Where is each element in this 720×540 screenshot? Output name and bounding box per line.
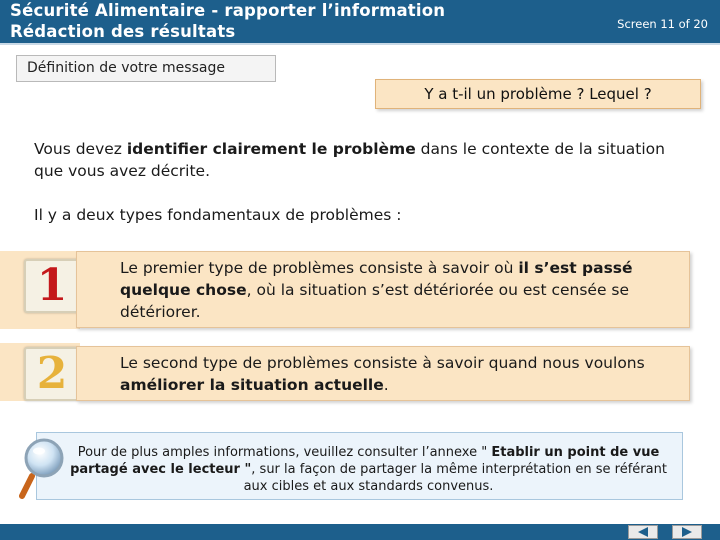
- item-1-text-before: Le premier type de problèmes consiste à savoir où: [120, 259, 519, 277]
- screen-counter: Screen 11 of 20: [617, 17, 708, 31]
- item-2-tile: [0, 343, 80, 401]
- question-box: Y a t-il un problème ? Lequel ?: [375, 79, 701, 109]
- arrow-left-icon: [637, 527, 649, 537]
- arrow-right-icon: [681, 527, 693, 537]
- prev-button[interactable]: [628, 525, 658, 539]
- info-text-before: Pour de plus amples informations, veuillez consulter l’annexe ": [77, 445, 492, 460]
- intro-paragraph: [34, 138, 694, 182]
- info-text-bold: Etablir un point de vue partagé avec le lecteur ": [70, 445, 660, 477]
- footer-bar: [0, 524, 720, 540]
- item-2-text: [76, 346, 690, 401]
- intro-text-before: Vous devez: [34, 140, 127, 158]
- info-box: [36, 432, 683, 500]
- info-text-after: , sur la façon de partager la même interprétation en se référant aux cibles et aux standards convenus.: [243, 462, 667, 494]
- intro-text-after: dans le contexte de la situation que vous avez décrite.: [34, 140, 665, 180]
- item-2-text-bold: améliorer la situation actuelle: [120, 376, 384, 394]
- item-1-text-after: , où la situation s’est détériorée ou est censée se détériorer.: [120, 281, 630, 321]
- item-2-text-after: .: [383, 376, 389, 394]
- magnifier-icon: [18, 436, 72, 502]
- item-2-text-before: Le second type de problèmes consiste à savoir quand nous voulons: [120, 354, 645, 372]
- types-intro: Il y a deux types fondamentaux de problèmes :: [34, 206, 402, 224]
- item-1-text-bold: il s’est passé quelque chose: [120, 259, 633, 299]
- module-title: Sécurité Alimentaire - rapporter l’information: [10, 1, 446, 20]
- number-2-badge: 2: [24, 347, 80, 401]
- intro-text-bold: identifier clairement le problème: [126, 140, 416, 158]
- definition-label: Définition de votre message: [16, 55, 276, 82]
- item-1-text: [76, 251, 690, 328]
- number-1-badge: 1: [24, 259, 80, 313]
- section-title: Rédaction des résultats: [10, 22, 236, 41]
- item-1-tile: [0, 251, 80, 329]
- header-bar: [0, 0, 720, 45]
- next-button[interactable]: [672, 525, 702, 539]
